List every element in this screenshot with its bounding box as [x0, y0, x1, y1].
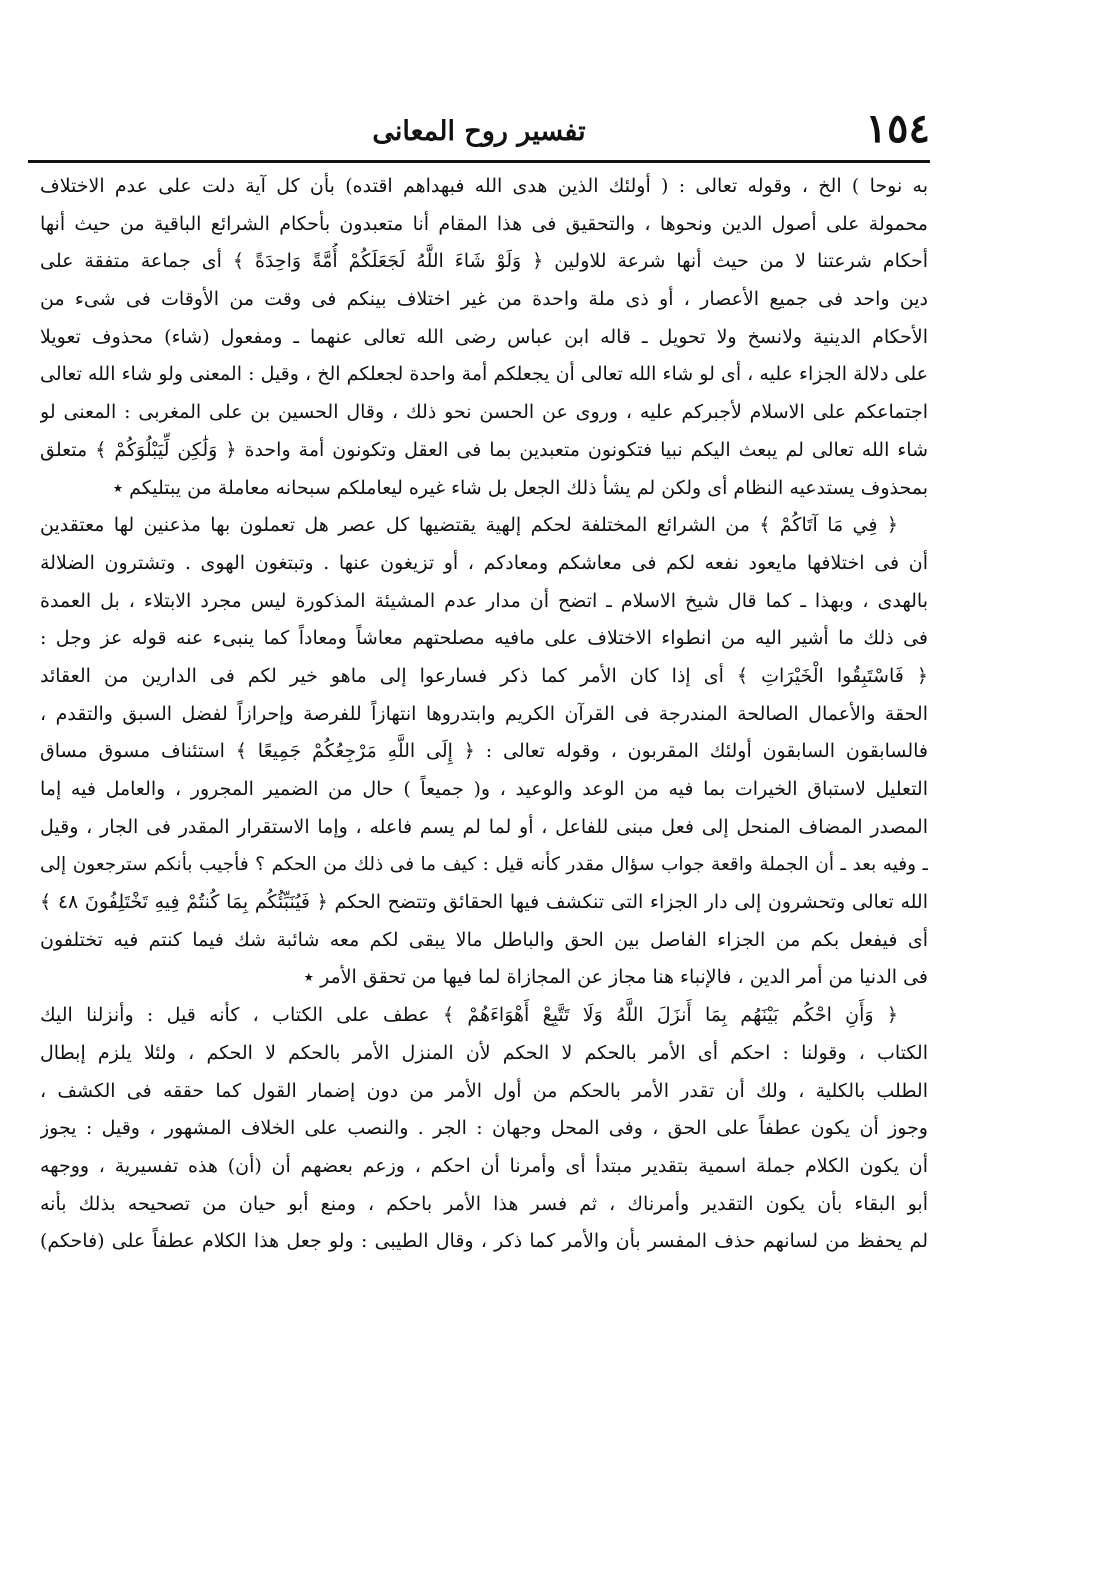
text-line: الأحكام الدينية ولانسخ ولا تحويل ـ قاله ابن عباس رضى الله تعالى عنهما ـ ومفعول (شاء) محذوف تعويلا [40, 325, 928, 348]
text-line: أن فى اختلافها مايعود نفعه لكم فى معاشكم ومعادكم ، أو تزيغون عنها . وتبتغون الهوى . وتشترون الضلالة [40, 551, 928, 574]
text-line: أن يكون الكلام جملة اسمية بتقدير مبتدأ أى وأمرنا أن احكم ، وزعم بعضهم أن (أن) هذه تفسيرية ، ووجهه [40, 1154, 928, 1177]
text-line: التعليل لاستباق الخيرات بما فيه من الوعد والوعيد ، و( جميعاً ) حال من الضمير المجرور ، والعامل فيه إما [40, 778, 928, 800]
text-line: محمولة على أصول الدين ونحوها ، والتحقيق فى هذا المقام أنا متعبدون بأحكام الشرائع الباقية من حيث أنها [40, 212, 928, 235]
running-title: تفسير روح المعانى [372, 116, 586, 147]
text-line: شاء الله تعالى لم يبعث اليكم نبيا فتكونون متعبدين بما فى العقل وتكونون أمة واحدة ﴿ وَلَٰكِن لِّيَبْلُوَكُمْ ﴾ متعلق [40, 438, 928, 461]
text-line: فالسابقون السابقون أولئك المقربون ، وقوله تعالى : ﴿ إِلَى اللَّهِ مَرْجِعُكُمْ جَمِيعًا ﴾ استئناف مسوق مساق [40, 740, 928, 763]
text-line: فى الدنيا من أمر الدين ، فالإنباء هنا مجاز عن المجازاة لما فيها من تحقق الأمر ٭ [303, 966, 928, 989]
text-line: بمحذوف يستدعيه النظام أى ولكن لم يشأ ذلك الجعل بل شاء غيره ليعاملكم سبحانه معاملة من يبتليكم ٭ [112, 476, 928, 499]
text-line: على دلالة الجزاء عليه ، أى لو شاء الله تعالى أن يجعلكم أمة واحدة لجعلكم الخ ، وقيل : المعنى ولو شاء الله تعالى [40, 363, 928, 386]
text-line: وجوز أن يكون عطفاً على الحق ، وفى المحل وجهان : الجر . والنصب على الخلاف المشهور ، وقيل : يجوز [40, 1117, 928, 1140]
text-line: اجتماعكم على الاسلام لأجبركم عليه ، وروى عن الحسن نحو ذلك ، وقال الحسين بن على المغربى : المعنى لو [40, 401, 928, 424]
text-line: الكتاب ، وقولنا : احكم أى الأمر بالحكم لا الحكم لأن المنزل الأمر بالحكم لا الحكم ، ولئلا يلزم إبطال [40, 1041, 928, 1064]
text-line: ﴿ فِي مَا آتَاكُمْ ﴾ من الشرائع المختلفة لحكم إلهية يقتضيها كل عصر هل تعملون بها مذعنين لها معتقدين [40, 514, 898, 537]
header-rule [28, 160, 930, 163]
text-line: الله تعالى وتحشرون إلى دار الجزاء التى تنكشف فيها الحقائق وتتضح الحكم ﴿ فَيُنَبِّئُكُم بِمَا كُنتُمْ فِيهِ تَخْتَلِفُونَ ٤٨ ﴾ [40, 891, 928, 914]
body-text [40, 168, 928, 1261]
text-line: أحكام شرعتنا لا من حيث أنها شرعة للاولين ﴿ وَلَوْ شَاءَ اللَّهُ لَجَعَلَكُمْ أُمَّةً وَاحِدَةً ﴾ أى جماعة متفقة على [40, 250, 928, 273]
text-line: أى فيفعل بكم من الجزاء الفاصل بين الحق والباطل مالا يبقى لكم معه شائبة شك فيما كنتم فيه تختلفون [40, 928, 928, 951]
text-line: المصدر المضاف المنحل إلى فعل مبنى للفاعل ، أو لما لم يسم فاعله ، وإما الاستقرار المقدر فى الجار ، وقيل [40, 815, 928, 838]
text-line: بالهدى ، وبهذا ـ كما قال شيخ الاسلام ـ اتضح أن مدار عدم المشيئة المذكورة ليس مجرد الابتلاء ، بل العمدة [40, 589, 928, 612]
page-number: ١٥٤ [865, 105, 930, 152]
text-line: ﴿ وَأَنِ احْكُم بَيْنَهُم بِمَا أَنزَلَ اللَّهُ وَلَا تَتَّبِعْ أَهْوَاءَهُمْ ﴾ عطف على الكتاب ، كأنه قيل : وأنزلنا اليك [40, 1004, 898, 1027]
page-header [28, 100, 930, 160]
text-line: الحقة والأعمال الصالحة المندرجة فى القرآن الكريم وابتدروها انتهازاً للفرصة وإحرازاً لفضل السبق والتقدم ، [40, 702, 928, 725]
text-line: ـ وفيه بعد ـ أن الجملة واقعة جواب سؤال مقدر كأنه قيل : كيف ما فى ذلك من الحكم ؟ فأجيب بأنكم سترجعون إلى [40, 854, 928, 876]
text-line: ﴿ فَاسْتَبِقُوا الْخَيْرَاتِ ﴾ أى إذا كان الأمر كما ذكر فسارعوا إلى ماهو خير لكم فى الدارين من العقائد [40, 664, 928, 687]
text-line: لم يحفظ من لسانهم حذف المفسر بأن والأمر كما ذكر ، وقال الطيبى : ولو جعل هذا الكلام عطفاً على (فاحكم) [40, 1230, 928, 1253]
text-line: به نوحا ) الخ ، وقوله تعالى : ( أولئك الذين هدى الله فبهداهم اقتده) بأن كل آية دلت على عدم الاختلاف [40, 175, 928, 197]
text-line: أبو البقاء بأن يكون التقدير وأمرناك ، ثم فسر هذا الأمر باحكم ، ومنع أبو حيان من تصحيحه بذلك بأنه [40, 1192, 928, 1215]
text-line: فى ذلك ما أشير اليه من انطواء الاختلاف على مافيه مصلحتهم معاشاً ومعاداً كما ينبىء عنه قوله عز وجل : [40, 627, 928, 650]
text-line: الطلب بالكلية ، ولك أن تقدر الأمر بالحكم من أول الأمر من دون إضمار القول كما حققه فى الكشف ، [40, 1079, 928, 1102]
text-line: دين واحد فى جميع الأعصار ، أو ذى ملة واحدة من غير اختلاف بينكم فى وقت من الأوقات فى شىء من [40, 288, 928, 311]
